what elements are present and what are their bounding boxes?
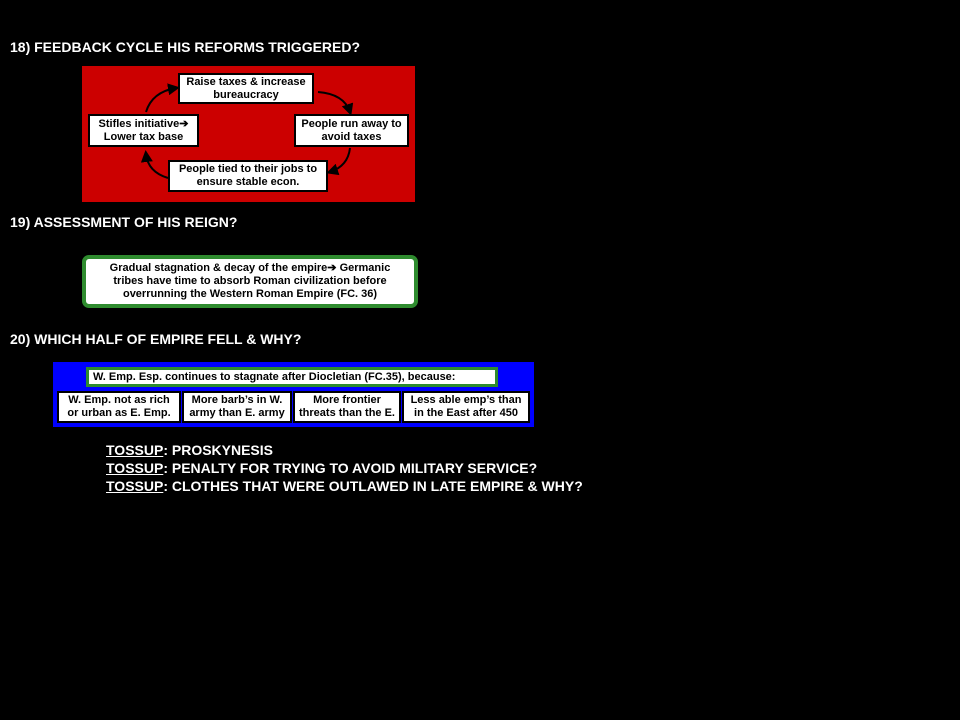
tossup-label: TOSSUP [106,442,164,458]
cycle-top-box: Raise taxes & increase bureaucracy [178,73,314,104]
reason-box: More barb’s in W. army than E. army [182,391,292,423]
tossup-item: TOSSUP: PENALTY FOR TRYING TO AVOID MILITARY SERVICE? [106,460,538,476]
cycle-bottom-box: People tied to their jobs to ensure stable econ. [168,160,328,192]
cycle-arrow-bottom-left [146,154,168,178]
reason-box: Less able emp’s than in the East after 450 [402,391,530,423]
cycle-arrow-left-top [146,88,176,112]
right-arrow-icon: ➔ [327,262,337,274]
why-west-fell-panel [53,362,534,427]
cycle-arrow-top-right [318,92,350,112]
cause-banner: W. Emp. Esp. continues to stagnate after Diocletian (FC.35), because: [86,367,498,387]
tossup-item: TOSSUP: PROSKYNESIS [106,442,274,458]
tossup-label: TOSSUP [106,460,164,476]
cycle-arrow-right-bottom [330,148,350,172]
q20-heading: 20) WHICH HALF OF EMPIRE FELL & WHY? [10,331,302,347]
reason-box: W. Emp. not as rich or urban as E. Emp. [57,391,181,423]
tossup-item: TOSSUP: CLOTHES THAT WERE OUTLAWED IN LATE EMPIRE & WHY? [106,478,583,494]
tossup-list [106,441,583,495]
reason-box: More frontier threats than the E. [293,391,401,423]
cycle-left-box: Stifles initiative➔ Lower tax base [88,114,199,147]
cycle-right-box: People run away to avoid taxes [294,114,409,147]
assessment-box: Gradual stagnation & decay of the empire➔ Germanic tribes have time to absorb Roman civilization before overrunning the Western Roman Empire (FC. 36) [82,255,418,308]
q18-heading: 18) FEEDBACK CYCLE HIS REFORMS TRIGGERED? [10,39,361,55]
feedback-cycle-panel [82,66,415,202]
right-arrow-icon: ➔ [179,117,189,130]
tossup-label: TOSSUP [106,478,164,494]
q19-heading: 19) ASSESSMENT OF HIS REIGN? [10,214,238,230]
